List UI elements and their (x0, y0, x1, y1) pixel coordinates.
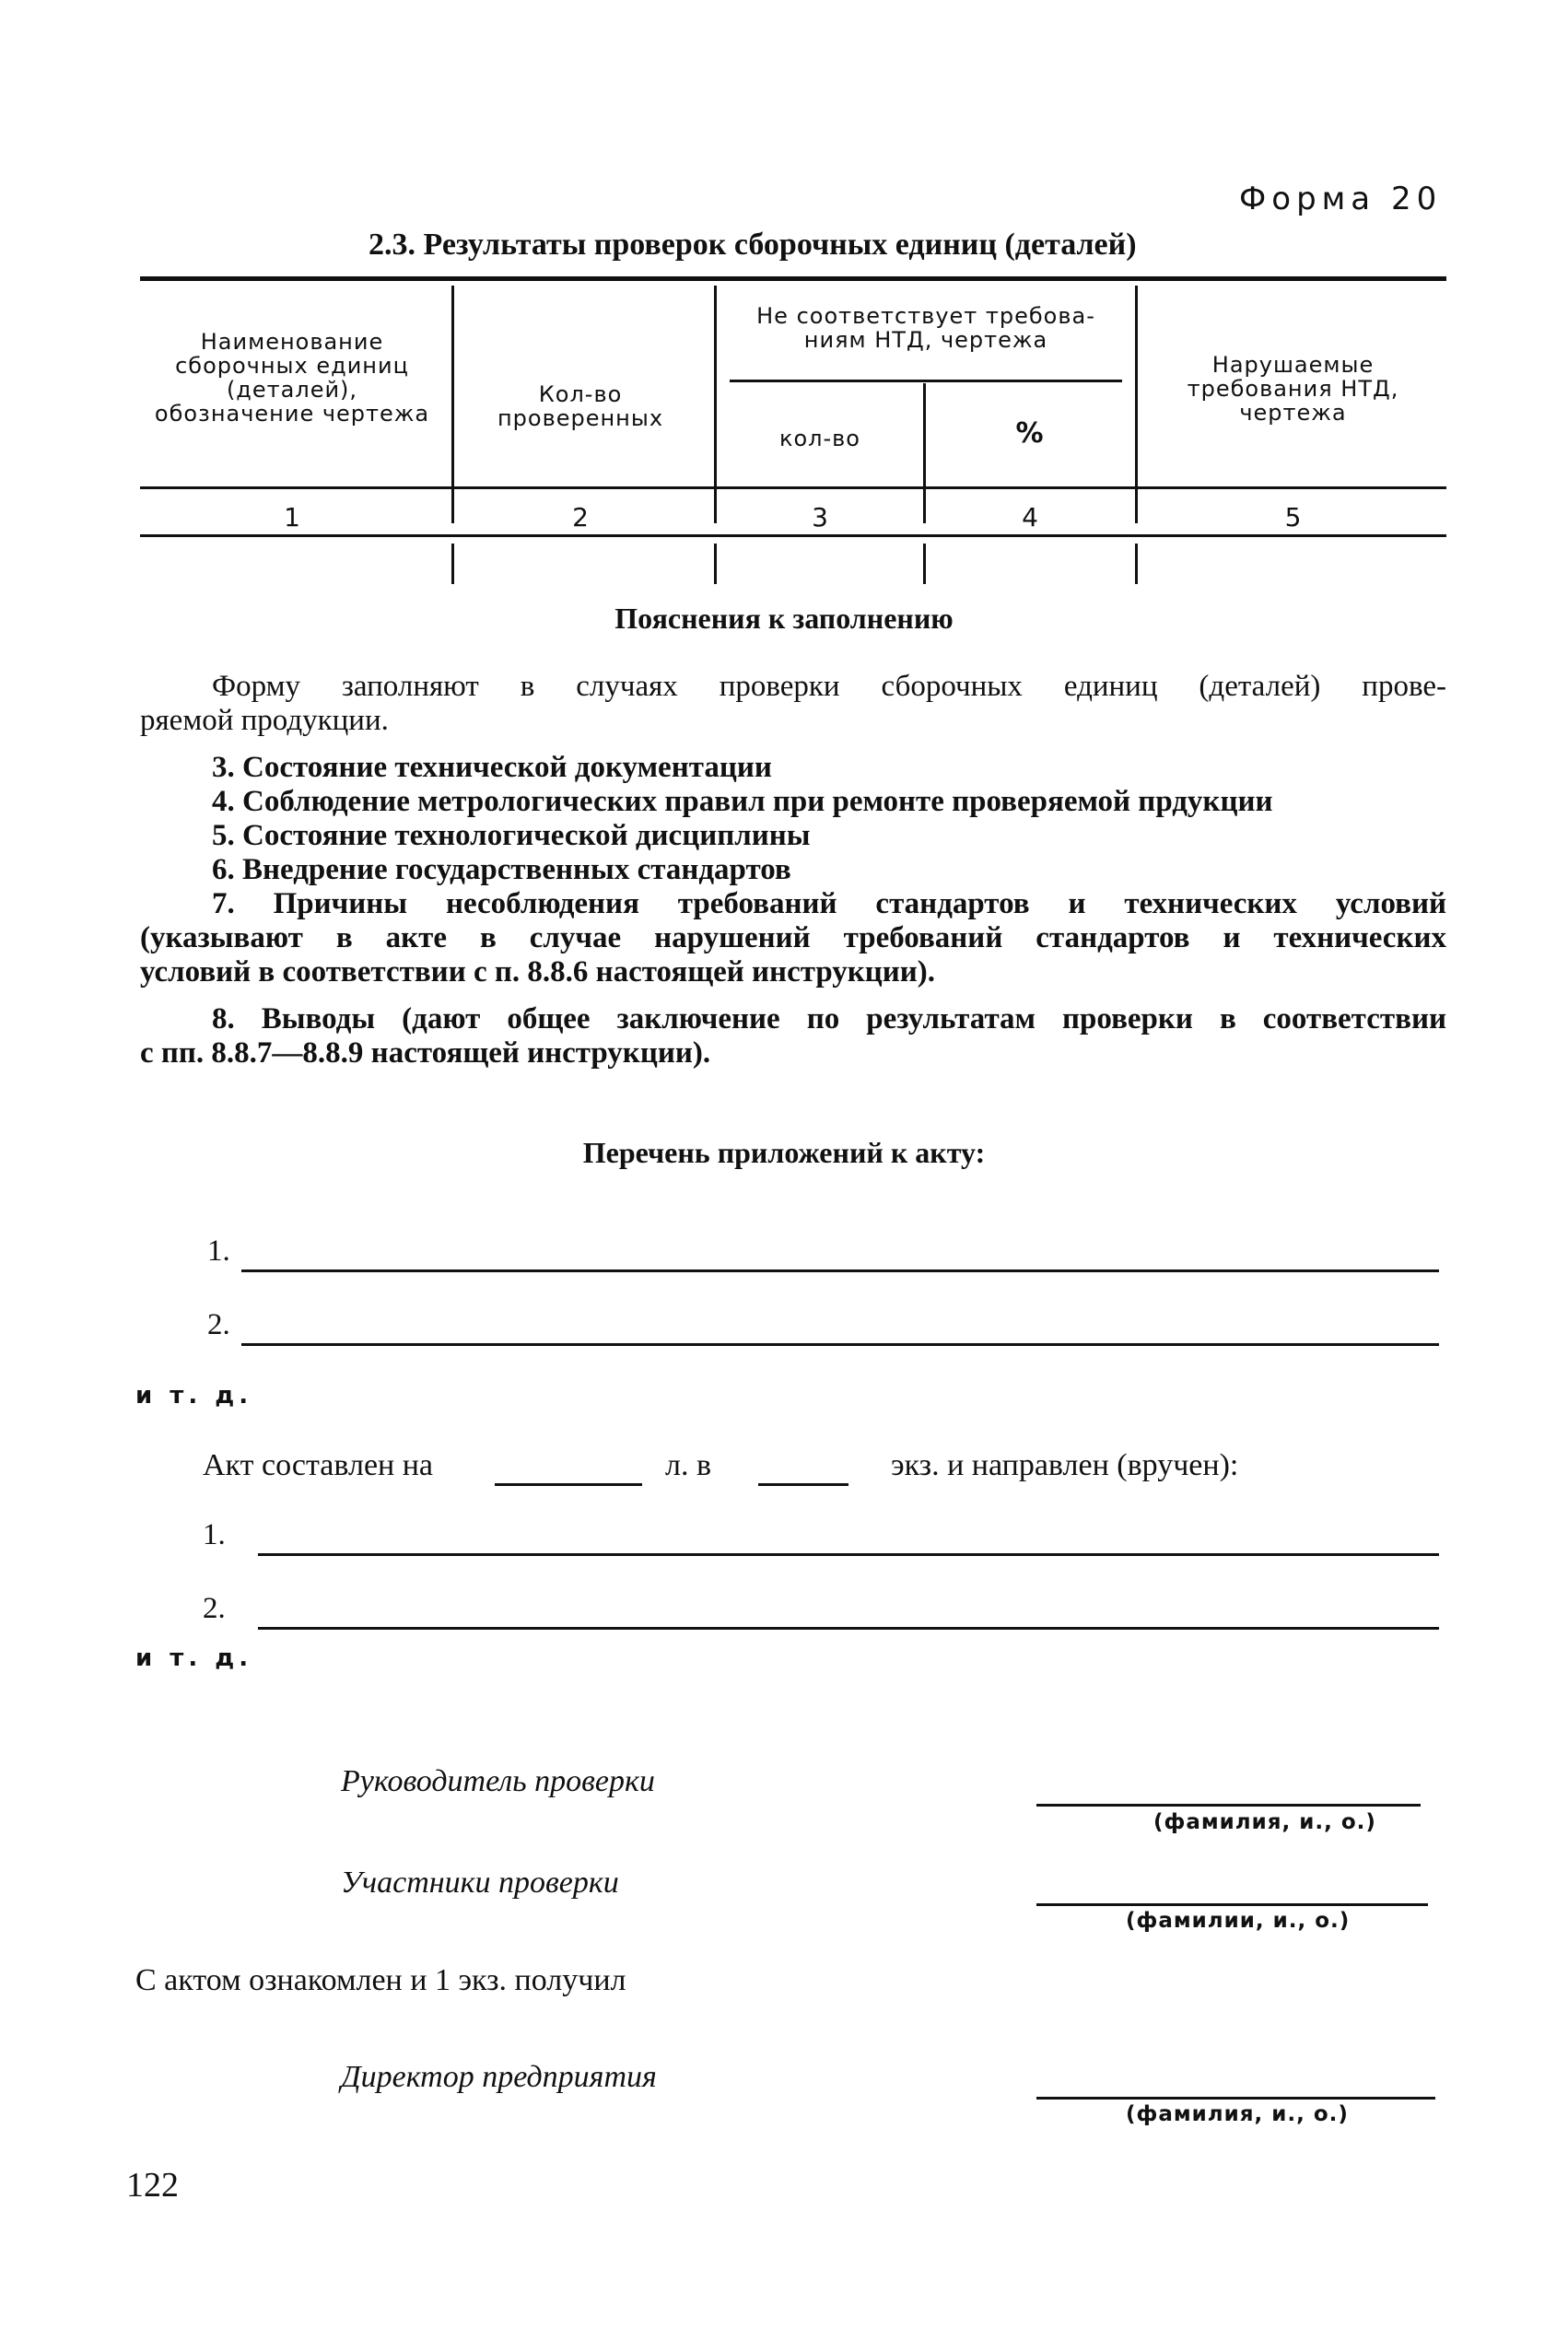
appendix-line-1[interactable] (241, 1269, 1439, 1272)
form-label: Форма 20 (1239, 181, 1443, 217)
act-text-3: экз. и направлен (вручен): (891, 1448, 1239, 1482)
act-text-1: Акт составлен на (203, 1448, 434, 1482)
header-bottom-rule (140, 486, 1446, 489)
appendix-item-2: 2. (207, 1308, 230, 1341)
explanation-items (140, 751, 1446, 1070)
act-copies-blank[interactable] (758, 1483, 848, 1486)
head-caption: (фамилия, и., о.) (1153, 1810, 1376, 1834)
etc-label: и т. д. (135, 1382, 253, 1410)
recipient-line-2[interactable] (258, 1627, 1439, 1630)
appendices-title: Перечень приложений к акту: (582, 1136, 986, 1169)
acquainted-text: С актом ознакомлен и 1 экз. получил (135, 1963, 626, 1997)
table-vline-3 (923, 383, 926, 523)
explanations-text: Форму заполняют в случаях проверки сборочных единиц (деталей) прове- ряемой продукции. (140, 670, 1446, 737)
explanations-title: Пояснения к заполнению (614, 602, 954, 635)
participants-signature-line[interactable] (1036, 1903, 1428, 1906)
table-top-rule (140, 276, 1446, 281)
section-title: 2.3. Результаты проверок сборочных единиц (деталей) (369, 228, 1137, 262)
list-item: 4. Соблюдение метрологических правил при ремонте проверяемой прдукции (212, 785, 1273, 818)
act-text-2: л. в (665, 1448, 712, 1482)
appendix-line-2[interactable] (241, 1343, 1439, 1346)
list-item: условий в соответствии с п. 8.8.6 настоящей инструкции). (140, 955, 936, 989)
director-signature-line[interactable] (1036, 2097, 1435, 2100)
col1-header: Наименование сборочных единиц (деталей), обозначение чертежа (154, 329, 430, 427)
col5-header: Нарушаемые требования НТД, чертежа (1187, 352, 1399, 426)
head-label: Руководитель проверки (341, 1764, 655, 1798)
body-vline-1 (451, 544, 454, 584)
col-number-2: 2 (572, 502, 589, 532)
col2-header: Кол-во проверенных (497, 381, 664, 431)
list-item: 5. Состояние технологической дисциплины (212, 819, 811, 852)
body-vline-3 (923, 544, 926, 584)
recipient-item-1: 1. (203, 1518, 226, 1551)
col4-header: % (1015, 417, 1045, 450)
col-number-3: 3 (812, 502, 828, 532)
col-number-4: 4 (1022, 502, 1038, 532)
page-number: 122 (126, 2166, 179, 2205)
list-item: 6. Внедрение государственных стандартов (212, 853, 791, 886)
list-item: 7. Причины несоблюдения требований стандартов и технических условий (212, 887, 1446, 920)
col-number-5: 5 (1284, 502, 1302, 532)
participants-caption: (фамилии, и., о.) (1126, 1909, 1351, 1933)
director-label: Директор предприятия (341, 2060, 657, 2094)
participants-label: Участники проверки (341, 1866, 619, 1900)
body-vline-4 (1135, 544, 1138, 584)
director-caption: (фамилия, и., о.) (1126, 2102, 1349, 2126)
etc-label-2: и т. д. (135, 1644, 253, 1672)
group-header: Не соответствует требова- ниям НТД, чертежа (756, 303, 1095, 353)
list-item: 8. Выводы (дают общее заключение по результатам проверки в соответствии (212, 1002, 1446, 1035)
list-item: 3. Состояние технической документации (212, 751, 772, 784)
recipient-item-2: 2. (203, 1592, 226, 1625)
body-vline-2 (714, 544, 717, 584)
list-item: с пп. 8.8.7—8.8.9 настоящей инструкции). (140, 1036, 711, 1070)
numbers-bottom-rule (140, 534, 1446, 537)
col-number-1: 1 (284, 502, 300, 532)
group-divider (730, 380, 1122, 382)
col3-header: кол-во (778, 426, 860, 451)
act-sheets-blank[interactable] (495, 1483, 642, 1486)
appendix-item-1: 1. (207, 1234, 230, 1268)
list-item: (указывают в акте в случае нарушений требований стандартов и технических (140, 921, 1446, 954)
head-signature-line[interactable] (1036, 1804, 1421, 1807)
recipient-line-1[interactable] (258, 1553, 1439, 1556)
